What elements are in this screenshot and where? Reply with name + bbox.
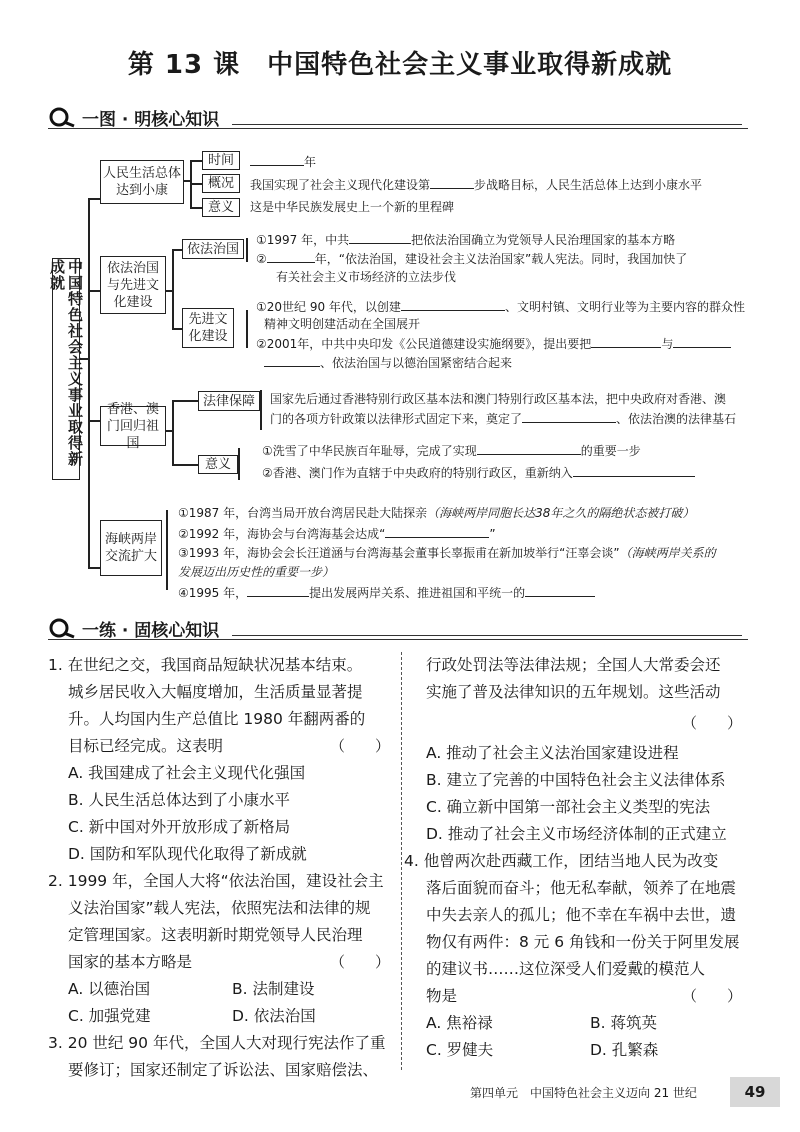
question-2-line: 国家的基本方略是	[68, 953, 193, 971]
text: 步战略目标，人民生活总体上达到小康水平	[474, 178, 703, 192]
divider	[48, 639, 748, 640]
answer-parentheses[interactable]: （ ）	[330, 953, 391, 971]
b2-culture-2	[264, 314, 420, 334]
question-1-line: 目标已经完成。这表明	[68, 737, 224, 755]
option-c[interactable]: C. 新中国对外开放形成了新格局	[68, 818, 291, 836]
footer-unit: 第四单元 中国特色社会主义迈向 21 世纪	[470, 1086, 697, 1100]
tag-label: 时间	[207, 153, 234, 168]
magnifier-icon	[48, 106, 78, 128]
fill-blank[interactable]	[522, 408, 616, 423]
text: （海峡两岸关系的	[619, 546, 716, 560]
text: 年，“依法治国，建设社会主义法治国家”载人宪法。同时，我国加快了	[314, 252, 688, 266]
text: 我国实现了社会主义现代化建设第	[250, 178, 431, 192]
branch-label: 依法治国与先进文化建设	[106, 260, 159, 310]
fill-blank[interactable]	[673, 333, 731, 348]
connector	[172, 400, 174, 465]
tag-label: 先进文化建设	[188, 312, 228, 344]
connector	[190, 160, 202, 162]
connector	[166, 290, 174, 292]
question-3-line: 行政处罚法等法律法规；全国人大常委会还	[426, 656, 721, 674]
fill-blank[interactable]	[401, 296, 505, 311]
fill-blank[interactable]	[525, 582, 595, 597]
diagram-root-box	[48, 258, 84, 480]
option-c[interactable]: C. 确立新中国第一部社会主义类型的宪法	[426, 798, 711, 816]
b1-meaning-line	[250, 197, 454, 217]
option-c[interactable]: C. 罗健夫	[426, 1041, 494, 1059]
option-c[interactable]: C. 加强党建	[68, 1007, 151, 1025]
text: 发展迈出历史性的重要一步）	[178, 565, 335, 579]
tag-label: 意义	[204, 457, 231, 472]
question-1-line: 城乡居民收入大幅度增加，生活质量显著提	[68, 683, 363, 701]
page-title: 第 13 课 中国特色社会主义事业取得新成就	[127, 50, 673, 80]
b2-rule-3	[276, 267, 456, 287]
option-a[interactable]: A. 推动了社会主义法治国家建设进程	[426, 744, 679, 762]
tag-label: 法律保障	[202, 393, 255, 409]
connector	[88, 420, 100, 422]
tag-time	[202, 151, 240, 170]
text: ①1997 年，中共	[256, 233, 350, 247]
section-header-practice	[48, 614, 219, 642]
tag-meaning	[202, 198, 240, 217]
question-1-line: 升。人均国内生产总值比 1980 年翻两番的	[68, 710, 366, 728]
option-d[interactable]: D. 依法治国	[232, 1007, 316, 1025]
text: ③1993 年，海协会会长汪道涵与台湾海基会董事长辜振甫在新加坡举行“汪辜会谈”	[178, 546, 620, 560]
tag-rule-of-law	[182, 239, 244, 259]
fill-blank[interactable]	[250, 151, 304, 166]
section-title: 一练 · 固核心知识	[82, 620, 220, 641]
connector	[88, 198, 100, 200]
branch-box-rule-of-law	[100, 256, 166, 314]
tag-label: 概况	[207, 176, 234, 191]
connector	[190, 183, 202, 185]
question-3-line: 要修订；国家还制定了诉讼法、国家赔偿法、	[68, 1061, 379, 1079]
tag-meaning	[198, 455, 238, 474]
b4-event-3b	[178, 562, 334, 582]
tag-law-guarantee	[198, 391, 260, 411]
fill-blank[interactable]	[430, 174, 474, 189]
b3-law-2	[270, 408, 736, 429]
divider	[232, 124, 742, 125]
b3-meaning-1	[262, 440, 641, 461]
column-divider	[401, 652, 402, 1070]
connector	[166, 430, 174, 432]
text: 的重要一步	[580, 444, 641, 458]
connector	[172, 249, 174, 329]
option-a[interactable]: A. 我国建成了社会主义现代化强国	[68, 764, 306, 782]
text: ④1995 年，	[178, 586, 248, 600]
branch-label: 香港、澳门回归祖国	[106, 401, 159, 451]
text: 与	[661, 337, 674, 351]
question-2-line: 义法治国家”载人宪法，依照宪法和法律的规	[68, 899, 371, 917]
question-4-line: 中失去亲人的孤儿；他不幸在车祸中去世，遗	[426, 906, 737, 924]
text: 、依法治国与以德治国紧密结合起来	[320, 356, 513, 370]
connector	[260, 390, 262, 430]
fill-blank[interactable]	[573, 462, 695, 477]
connector	[172, 400, 198, 402]
branch-label: 海峡两岸交流扩大	[104, 532, 157, 564]
fill-blank[interactable]	[247, 582, 309, 597]
diagram-root-label: 中国特色社会主义事业取得新成就	[48, 259, 84, 467]
question-2-line: 2. 1999 年，全国人大将“依法治国，建设社会主	[48, 872, 384, 890]
branch-box-xiaokang	[100, 160, 184, 204]
b2-rule-1	[256, 229, 675, 250]
fill-blank[interactable]	[591, 333, 661, 348]
b4-event-3	[178, 543, 716, 563]
b3-meaning-2	[262, 462, 695, 483]
connector	[246, 238, 248, 262]
connector	[238, 448, 240, 480]
divider	[232, 635, 742, 636]
text: 年	[304, 155, 317, 169]
option-a[interactable]: A. 以德治国	[68, 980, 151, 998]
tag-label: 意义	[207, 200, 234, 215]
tag-overview	[202, 174, 240, 193]
connector	[172, 464, 198, 466]
text: ①1987 年，台湾当局开放台湾居民赴大陆探亲	[178, 506, 428, 520]
text: 有关社会主义市场经济的立法步伐	[276, 270, 457, 284]
connector	[190, 207, 202, 209]
text: ②香港、澳门作为直辖于中央政府的特别行政区，重新纳入	[262, 466, 573, 480]
text: 国家先后通过香港特别行政区基本法和澳门特别行政区基本法，把中央政府对香港、澳	[270, 392, 727, 406]
connector	[246, 310, 248, 348]
connector	[88, 290, 100, 292]
text: 门的各项方针政策以法律形式固定下来，奠定了	[270, 412, 523, 426]
text: ①洗雪了中华民族百年耻辱，完成了实现	[262, 444, 477, 458]
connector	[172, 249, 182, 251]
tag-culture	[182, 308, 234, 348]
option-d[interactable]: D. 国防和军队现代化取得了新成就	[68, 845, 307, 863]
text: 这是中华民族发展史上一个新的里程碑	[250, 200, 455, 214]
branch-box-cross-strait	[100, 520, 162, 576]
answer-parentheses[interactable]: （ ）	[682, 987, 743, 1005]
option-b[interactable]: B. 法制建设	[232, 980, 315, 998]
option-d[interactable]: D. 孔繁森	[590, 1041, 659, 1059]
text: ①20世纪 90 年代，以创建	[256, 300, 401, 314]
branch-label: 人民生活总体达到小康	[102, 166, 181, 198]
fill-blank[interactable]	[477, 440, 581, 455]
tag-label: 依法治国	[186, 241, 239, 257]
text: ②1992 年，海协会与台湾海基会达成“	[178, 527, 386, 541]
text: 把依法治国确立为党领导人民治理国家的基本方略	[411, 233, 676, 247]
section-title: 一图 · 明核心知识	[82, 109, 220, 130]
b2-rule-2	[256, 248, 687, 269]
text: 提出发展两岸关系、推进祖国和平统一的	[309, 586, 526, 600]
text: （海峡两岸同胞长达38年之久的隔绝状态被打破）	[427, 506, 695, 520]
fill-blank[interactable]	[267, 248, 315, 263]
section-header-diagram	[48, 103, 219, 131]
option-a[interactable]: A. 焦裕禄	[426, 1014, 493, 1032]
b4-event-2	[178, 523, 496, 544]
connector	[172, 328, 182, 330]
b2-culture-3	[256, 333, 731, 354]
page-number: 49	[730, 1077, 780, 1107]
option-b[interactable]: B. 人民生活总体达到了小康水平	[68, 791, 290, 809]
text: ”	[489, 527, 496, 541]
fill-blank[interactable]	[264, 352, 320, 367]
text: 、文明村镇、文明行业等为主要内容的群众性	[504, 300, 745, 314]
b1-overview-line	[250, 174, 702, 195]
fill-blank[interactable]	[385, 523, 489, 538]
connector	[184, 180, 192, 182]
text: 精神文明创建活动在全国展开	[264, 317, 421, 331]
b4-event-1	[178, 503, 694, 523]
question-4-line: 落后面貌而奋斗；他无私奉献，领养了在地震	[426, 879, 737, 897]
fill-blank[interactable]	[349, 229, 411, 244]
magnifier-icon	[48, 617, 78, 639]
answer-parentheses[interactable]: （ ）	[330, 737, 391, 755]
b2-culture-4	[264, 352, 512, 373]
answer-parentheses[interactable]: （ ）	[682, 714, 743, 732]
branch-box-hk-macao	[100, 401, 166, 451]
question-4-line: 4. 他曾两次赴西藏工作，团结当地人民为改变	[404, 852, 719, 870]
question-4-line: 物是	[426, 987, 458, 1005]
b3-law-1	[270, 389, 726, 409]
question-2-line: 定管理国家。这表明新时期党领导人民治理	[68, 926, 363, 944]
question-1-line: 1. 在世纪之交，我国商品短缺状况基本结束。	[48, 656, 363, 674]
question-4-line: 的建议书……这位深受人们爱戴的模范人	[426, 960, 706, 978]
text: 、依法治澳的法律基石	[616, 412, 737, 426]
connector	[88, 198, 90, 568]
text: ②	[256, 252, 267, 266]
b1-time-line	[250, 151, 316, 172]
question-3-line: 实施了普及法律知识的五年规划。这些活动	[426, 683, 721, 701]
text: ②2001年，中共中央印发《公民道德建设实施纲要》，提出要把	[256, 337, 592, 351]
b4-event-4	[178, 582, 595, 603]
option-b[interactable]: B. 建立了完善的中国特色社会主义法律体系	[426, 771, 726, 789]
connector	[166, 510, 168, 590]
divider	[48, 128, 748, 129]
option-d[interactable]: D. 推动了社会主义市场经济体制的正式建立	[426, 825, 727, 843]
connector	[88, 567, 100, 569]
question-3-line: 3. 20 世纪 90 年代，全国人大对现行宪法作了重	[48, 1034, 386, 1052]
option-b[interactable]: B. 蒋筑英	[590, 1014, 657, 1032]
question-4-line: 物仅有两件：8 元 6 角钱和一份关于阿里发展	[426, 933, 740, 951]
